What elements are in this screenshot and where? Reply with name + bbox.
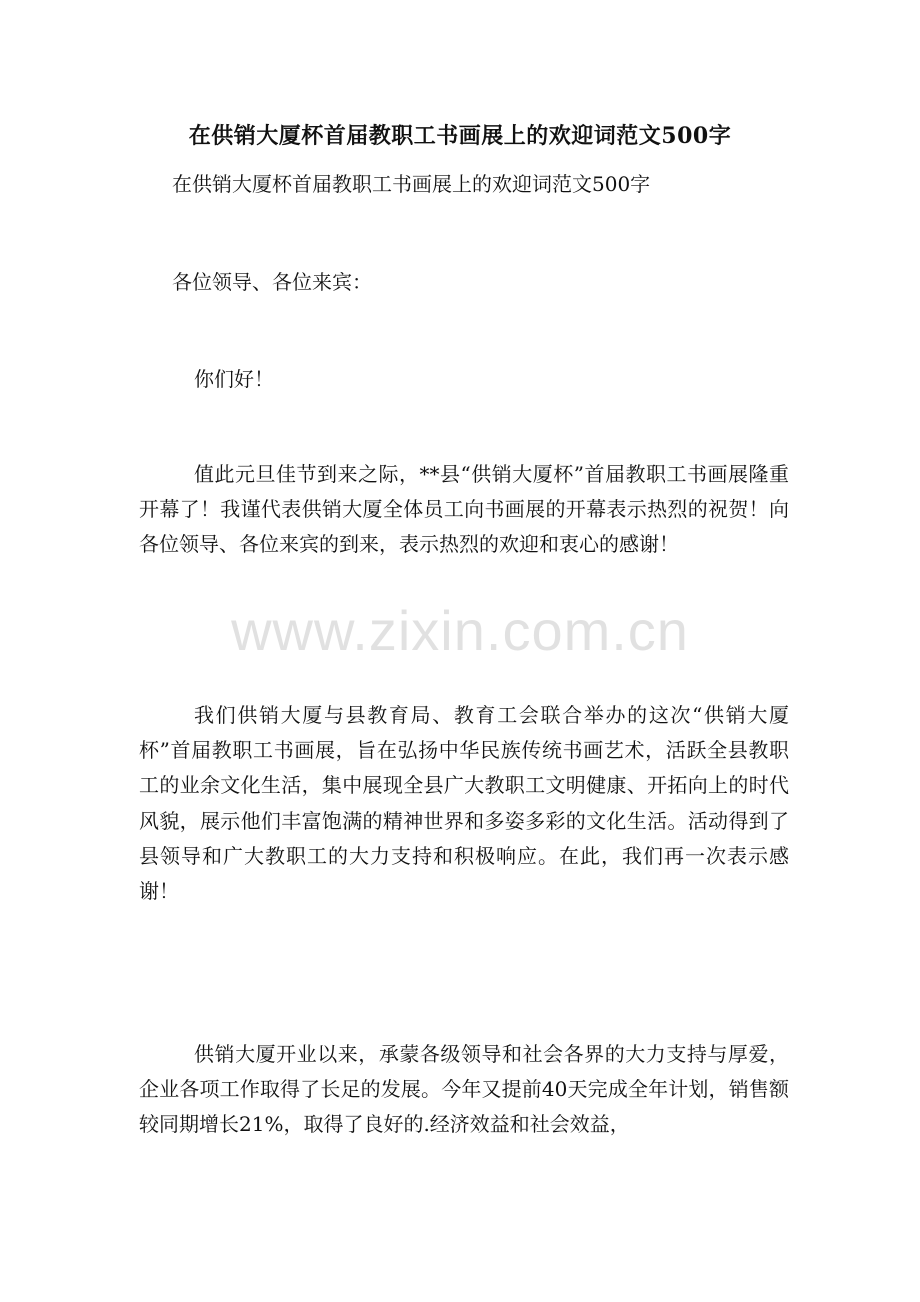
paragraph-greeting: 你们好！ — [194, 367, 274, 391]
paragraph-purpose: 我们供销大厦与县教育局、教育工会联合举办的这次“供销大厦杯”首届教职工书画展，旨在弘扬中华民族传统书画艺术，活跃全县教职工的业余文化生活，集中展现全县广大教职工文明健康、开拓向上的时代风貌，展示他们丰富饱满的精神世界和多姿多彩的文化生活。活动得到了县领导和广大教职工的大力支持和积极响应。在此，我们再一次表示感谢！ — [139, 703, 789, 904]
paragraph-opening: 值此元旦佳节到来之际，**县“供销大厦杯”首届教职工书画展隆重开幕了！我谨代表供销大厦全体员工向书画展的开幕表示热烈的祝贺！向各位领导、各位来宾的到来，表示热烈的欢迎和衷心的感谢！ — [139, 462, 789, 557]
watermark: www.zixin.com.cn — [231, 599, 689, 662]
document-title: 在供销大厦杯首届教职工书画展上的欢迎词范文500字 — [188, 123, 732, 149]
document-subtitle: 在供销大厦杯首届教职工书画展上的欢迎词范文500字 — [172, 172, 651, 196]
salutation: 各位领导、各位来宾： — [172, 270, 372, 294]
paragraph-achievements: 供销大厦开业以来，承蒙各级领导和社会各界的大力支持与厚爱，企业各项工作取得了长足的发展。今年又提前40天完成全年计划，销售额较同期增长21%，取得了良好的.经济效益和社会效益， — [139, 1042, 789, 1137]
